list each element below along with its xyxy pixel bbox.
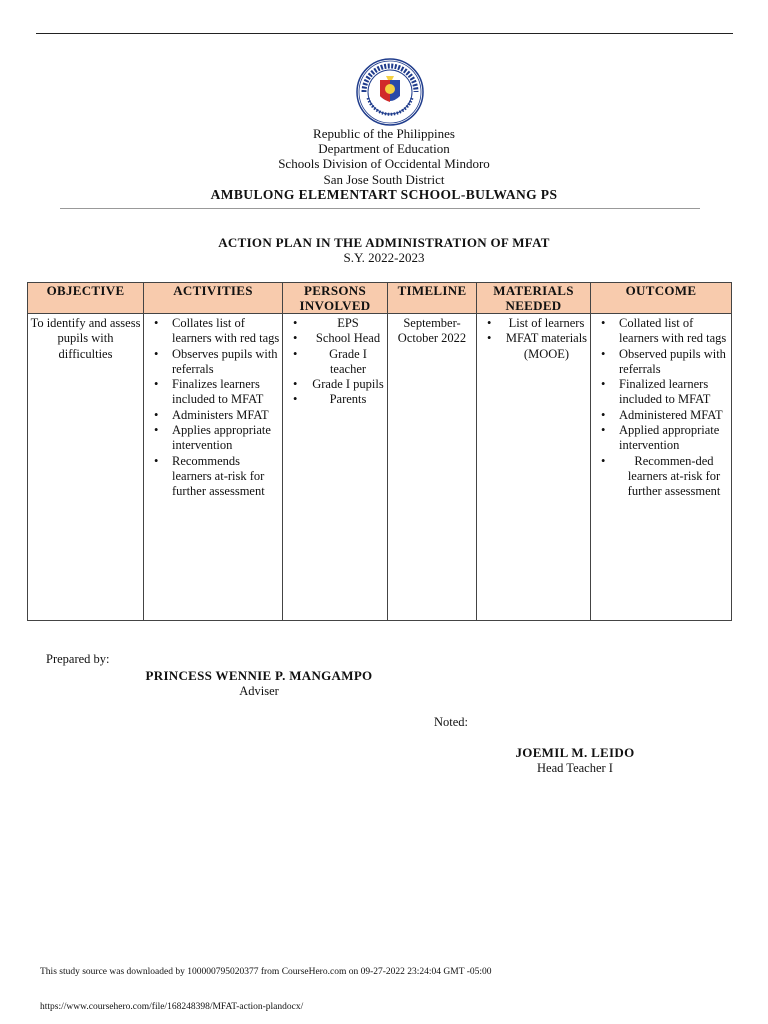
col-header-activities: ACTIVITIES (144, 283, 283, 314)
col-header-objective: OBJECTIVE (28, 283, 144, 314)
col-header-materials: MATERIALS NEEDED (477, 283, 591, 314)
list-item: • Collates list of learners with red tags (146, 316, 280, 347)
list-item: • Finalized learners included to MFAT (593, 377, 729, 408)
header-district: San Jose South District (323, 171, 445, 187)
prepared-by-label: Prepared by: (46, 652, 110, 666)
list-item: • School Head (285, 331, 385, 346)
list-item: • Collated list of learners with red tags (593, 316, 729, 347)
objective-cell: To identify and assess pupils with difficulties (28, 314, 144, 621)
col-header-persons: PERSONS INVOLVED (283, 283, 388, 314)
title-school-year: S.Y. 2022-2023 (343, 250, 425, 265)
list-item: • MFAT materials (MOOE) (479, 331, 588, 362)
document-title (0, 235, 768, 265)
list-item: • Grade I teacher (285, 347, 385, 378)
activities-cell (144, 314, 283, 621)
list-item: • Recommends learners at-risk for further assessment (146, 454, 280, 500)
list-item: • Observes pupils with referrals (146, 347, 280, 378)
top-rule (36, 33, 733, 34)
source-url-link[interactable]: https://www.coursehero.com/file/168248398/MFAT-action-plandocx/ (40, 1002, 304, 1012)
header-department: Department of Education (318, 141, 450, 157)
col-header-outcome: OUTCOME (591, 283, 732, 314)
list-item: • Applied appropriate intervention (593, 423, 729, 454)
list-item: • List of learners (479, 316, 588, 331)
noter-name: JOEMIL M. LEIDO (515, 745, 635, 760)
list-item: • EPS (285, 316, 385, 331)
persons-cell (283, 314, 388, 621)
list-item: • Finalizes learners included to MFAT (146, 377, 280, 408)
table-row (28, 314, 732, 621)
list-item: • Observed pupils with referrals (593, 347, 729, 378)
letterhead (0, 126, 768, 202)
header-divider (60, 208, 700, 209)
action-plan-table (27, 282, 732, 621)
download-note: This study source was downloaded by 100000795020377 from CourseHero.com on 09-27-2022 23:24:04 GMT -05:00 (40, 967, 492, 977)
list-item: • Administered MFAT (593, 408, 729, 423)
preparer-name: PRINCESS WENNIE P. MANGAMPO (145, 668, 373, 683)
school-name: AMBULONG ELEMENTART SCHOOL-BULWANG PS (210, 186, 558, 202)
list-item: • Grade I pupils (285, 377, 385, 392)
list-item: • Recommen-ded learners at-risk for further assessment (593, 454, 729, 500)
timeline-cell: September-October 2022 (388, 314, 477, 621)
deped-seal-icon (356, 58, 424, 126)
title-main: ACTION PLAN IN THE ADMINISTRATION OF MFAT (218, 235, 550, 250)
col-header-timeline: TIMELINE (388, 283, 477, 314)
list-item: • Administers MFAT (146, 408, 280, 423)
noter-title: Head Teacher I (537, 761, 613, 775)
noted-label: Noted: (434, 715, 469, 729)
list-item: • Applies appropriate intervention (146, 423, 280, 454)
header-division: Schools Division of Occidental Mindoro (278, 156, 490, 172)
materials-cell (477, 314, 591, 621)
outcome-cell (591, 314, 732, 621)
header-country: Republic of the Philippines (313, 126, 455, 141)
list-item: • Parents (285, 392, 385, 407)
preparer-title: Adviser (239, 684, 279, 698)
table-header-row (28, 283, 732, 314)
